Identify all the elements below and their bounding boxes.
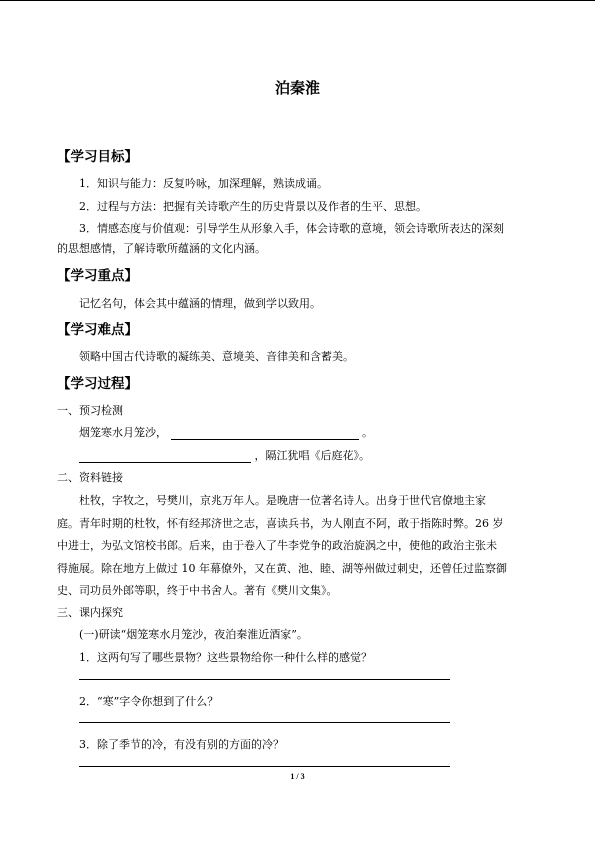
answer-blank-1[interactable] bbox=[171, 427, 359, 440]
part3-heading: 三、课内探究 bbox=[57, 606, 123, 619]
top-border-line bbox=[0, 0, 595, 1]
answer-line-3[interactable] bbox=[79, 766, 450, 767]
section-heading-difficulties: 【学习难点】 bbox=[57, 322, 138, 338]
question-1: 1．这两句写了哪些景物？这些景物给你一种什么样的感觉？ bbox=[79, 651, 372, 664]
answer-blank-2[interactable] bbox=[79, 450, 251, 463]
key-points-text: 记忆名句，体会其中蕴涵的情理，做到学以致用。 bbox=[79, 297, 321, 310]
section-heading-key-points: 【学习重点】 bbox=[57, 268, 138, 284]
bio-line-2: 庭。青年时期的杜牧，怀有经邦济世之志，喜读兵书，为人刚直不阿，敢于指陈时弊。26 岁 bbox=[57, 517, 504, 530]
question-2: 2．“寒”字令你想到了什么？ bbox=[79, 695, 219, 708]
answer-line-2[interactable] bbox=[79, 722, 450, 723]
page-number: 1 / 3 bbox=[290, 772, 305, 781]
section-heading-objectives: 【学习目标】 bbox=[57, 149, 138, 165]
page-title: 泊秦淮 bbox=[274, 79, 320, 97]
objective-item-1: 1．知识与能力：反复吟咏，加深理解，熟读成诵。 bbox=[79, 177, 328, 190]
fill-line-1-prefix: 烟笼寒水月笼沙， bbox=[79, 426, 167, 439]
objective-item-3-line-2: 的思想感情，了解诗歌所蕴涵的文化内涵。 bbox=[57, 242, 266, 255]
fill-line-2-suffix: ，隔江犹唱《后庭花》。 bbox=[254, 449, 370, 462]
answer-line-1[interactable] bbox=[79, 679, 450, 680]
bio-line-3: 中进士，为弘文馆校书郎。后来，由于卷入了牛李党争的政治旋涡之中，使他的政治主张未 bbox=[57, 539, 497, 552]
fill-line-2 bbox=[79, 449, 370, 463]
section-heading-process: 【学习过程】 bbox=[57, 376, 138, 392]
bio-line-4: 得施展。除在地方上做过 10 年幕僚外，又在黄、池、睦、湖等州做过刺史，还曾任过监察御 bbox=[57, 562, 507, 575]
part1-heading: 一、预习检测 bbox=[57, 404, 123, 417]
part2-heading: 二、资料链接 bbox=[57, 471, 123, 484]
objective-item-2: 2．过程与方法：把握有关诗歌产生的历史背景以及作者的生平、思想。 bbox=[79, 200, 427, 213]
fill-line-1 bbox=[79, 426, 373, 440]
difficulties-text: 领略中国古代诗歌的凝练美、意境美、音律美和含蓄美。 bbox=[79, 350, 354, 363]
bio-line-1: 杜牧，字牧之，号樊川，京兆万年人。是晚唐一位著名诗人。出身于世代官僚地主家 bbox=[79, 494, 486, 507]
subpart1-heading: (一)研读“烟笼寒水月笼沙，夜泊秦淮近酒家”。 bbox=[79, 628, 308, 641]
bio-line-5: 史、司功员外郎等职，终于中书舍人。著有《樊川文集》。 bbox=[57, 584, 338, 597]
objective-item-3-line-1: 3．情感态度与价值观：引导学生从形象入手，体会诗歌的意境，领会诗歌所表达的深刻 bbox=[79, 222, 504, 235]
question-3: 3．除了季节的冷，有没有别的方面的冷？ bbox=[79, 738, 284, 751]
fill-line-1-suffix: 。 bbox=[362, 426, 373, 439]
